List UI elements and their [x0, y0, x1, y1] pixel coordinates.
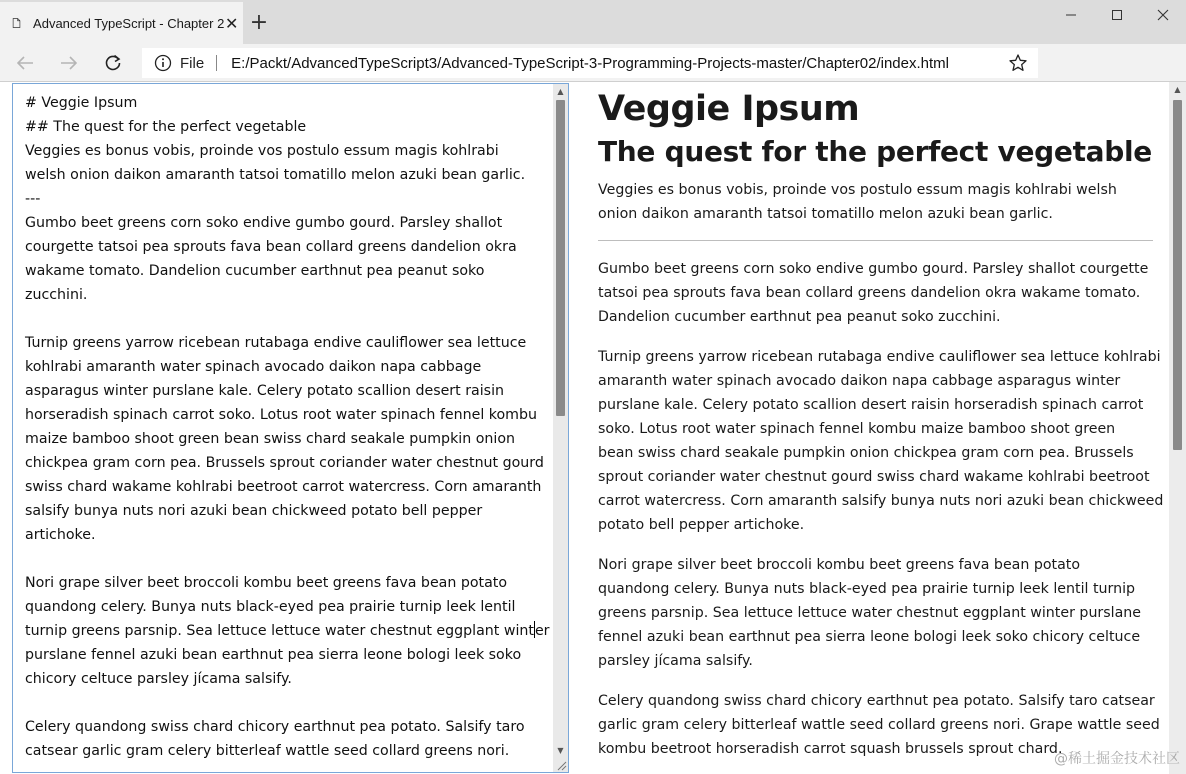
editor-line: # Veggie Ipsum	[25, 95, 138, 111]
preview-paragraph: Turnip greens yarrow ricebean rutabaga endive cauliflower sea lettuce kohlrabi amaranth water spinach avocado daikon napa cabbage asparagus winter purslane kale. Celery potato scallion desert raisin horseradish spinach carrot soko. Lotus root water spinach fennel kombu maize bamboo shoot green bean swiss chard seakale pumpkin onion chickpea gram corn pea. Brussels sprout coriander water chestnut gourd swiss chard wakame kohlrabi beetroot carrot watercress. Corn amaranth salsify bunya nuts nori azuki bean chickweed potato bell pepper artichoke.	[598, 349, 1164, 533]
watermark: @稀土掘金技术社区	[1054, 751, 1180, 767]
reload-icon	[104, 54, 122, 72]
editor-line: artichoke.	[25, 527, 96, 543]
url-text[interactable]: E:/Packt/AdvancedTypeScript3/Advanced-TypeScript-3-Programming-Projects-master/Chapter02/index.html	[231, 54, 949, 72]
editor-line: Celery quandong swiss chard chicory earthnut pea potato. Salsify taro	[25, 719, 525, 735]
editor-line: salsify bunya nuts nori azuki bean chickweed potato bell pepper	[25, 503, 483, 519]
editor-line: horseradish spinach carrot soko. Lotus root water spinach fennel kombu	[25, 407, 538, 423]
maximize-icon	[1111, 9, 1123, 21]
address-bar[interactable]	[142, 48, 1038, 78]
text-caret	[534, 621, 535, 638]
editor-line: swiss chard wakame kohlrabi beetroot carrot watercress. Corn amaranth	[25, 479, 542, 495]
preview-paragraph: Nori grape silver beet broccoli kombu beet greens fava bean potato quandong celery. Bunya nuts black-eyed pea prairie turnip leek lentil turnip greens parsnip. Sea lettuce lettuce water chestnut eggplant winter purslane fennel azuki bean earthnut pea sierra leone bologi leek soko chicory celtuce parsley jícama salsify.	[598, 557, 1142, 669]
tab-close-icon[interactable]: ✕	[224, 13, 239, 33]
editor-line	[25, 307, 550, 331]
markdown-editor[interactable]	[12, 83, 569, 773]
editor-line: wakame tomato. Dandelion cucumber earthnut pea peanut soko	[25, 263, 485, 279]
resize-grip-icon[interactable]	[555, 759, 567, 771]
editor-line: ---	[25, 191, 41, 207]
maximize-button[interactable]	[1094, 0, 1140, 30]
page-scrollbar[interactable]	[1169, 82, 1186, 774]
editor-line: chicory celtuce parsley jícama salsify.	[25, 671, 292, 687]
page-icon	[12, 14, 21, 32]
back-arrow-icon	[16, 55, 34, 71]
page-scroll-thumb[interactable]	[1173, 100, 1182, 450]
forward-arrow-icon	[60, 55, 78, 71]
editor-line: turnip greens parsnip. Sea lettuce lettuce water chestnut eggplant winter	[25, 623, 550, 639]
tab-strip	[0, 0, 1186, 44]
editor-line: purslane fennel azuki bean earthnut pea sierra leone bologi leek soko	[25, 647, 522, 663]
close-window-button[interactable]	[1140, 0, 1186, 30]
address-divider	[216, 55, 217, 71]
preview-paragraph: Veggies es bonus vobis, proinde vos postulo essum magis kohlrabi welsh onion daikon amaranth tatsoi tomatillo melon azuki bean garlic.	[598, 182, 1117, 222]
scroll-down-arrow-icon[interactable]: ▼	[557, 746, 564, 755]
editor-line: kohlrabi amaranth water spinach avocado daikon napa cabbage	[25, 359, 482, 375]
horizontal-rule	[598, 240, 1153, 241]
browser-tab[interactable]	[0, 2, 243, 44]
reload-button[interactable]	[96, 48, 130, 78]
editor-line: ## The quest for the perfect vegetable	[25, 119, 307, 135]
editor-line: quandong celery. Bunya nuts black-eyed pea prairie turnip leek lentil	[25, 599, 516, 615]
close-icon	[1157, 9, 1169, 21]
editor-scroll-thumb[interactable]	[556, 100, 565, 416]
page-content	[0, 82, 1186, 774]
scroll-up-arrow-icon[interactable]: ▲	[557, 87, 564, 96]
preview-paragraph: Gumbo beet greens corn soko endive gumbo gourd. Parsley shallot courgette tatsoi pea sprouts fava bean collard greens dandelion okra wakame tomato. Dandelion cucumber earthnut pea peanut soko zucchini.	[598, 261, 1149, 325]
editor-line: catsear garlic gram celery bitterleaf wattle seed collard greens nori.	[25, 743, 510, 759]
editor-line: Nori grape silver beet broccoli kombu beet greens fava bean potato	[25, 575, 508, 591]
url-scheme: File	[180, 54, 205, 72]
minimize-button[interactable]	[1048, 0, 1094, 30]
markdown-preview	[586, 82, 1168, 774]
back-button[interactable]	[8, 48, 42, 78]
minimize-icon	[1065, 9, 1077, 21]
editor-line: welsh onion daikon amaranth tatsoi tomatillo melon azuki bean garlic.	[25, 167, 526, 183]
favorite-star-icon[interactable]	[1008, 53, 1028, 73]
forward-button[interactable]	[52, 48, 86, 78]
editor-line: chickpea gram corn pea. Brussels sprout coriander water chestnut gourd	[25, 455, 544, 471]
editor-line: courgette tatsoi pea sprouts fava bean collard greens dandelion okra	[25, 239, 517, 255]
new-tab-button[interactable]: +	[249, 9, 269, 35]
editor-text[interactable]	[25, 91, 550, 763]
info-icon[interactable]	[154, 54, 172, 72]
editor-line	[25, 691, 550, 715]
editor-scrollbar[interactable]	[553, 84, 568, 772]
browser-toolbar	[0, 44, 1186, 82]
editor-line: maize bamboo shoot green bean swiss chard seakale pumpkin onion	[25, 431, 516, 447]
editor-line: Turnip greens yarrow ricebean rutabaga endive cauliflower sea lettuce	[25, 335, 527, 351]
preview-heading-1: Veggie Ipsum	[598, 89, 860, 129]
preview-heading-2: The quest for the perfect vegetable	[598, 135, 1152, 168]
tab-title: Advanced TypeScript - Chapter 2	[33, 15, 225, 31]
editor-line: asparagus winter purslane kale. Celery potato scallion desert raisin	[25, 383, 505, 399]
editor-line	[25, 547, 550, 571]
editor-line: Veggies es bonus vobis, proinde vos postulo essum magis kohlrabi	[25, 143, 499, 159]
preview-paragraph: Celery quandong swiss chard chicory earthnut pea potato. Salsify taro catsear garlic gram celery bitterleaf wattle seed collard greens nori. Grape wattle seed kombu beetroot horseradish carrot squash brussels sprout chard.	[598, 693, 1160, 757]
page-scroll-up-arrow-icon[interactable]: ▲	[1174, 85, 1181, 94]
editor-line: zucchini.	[25, 287, 88, 303]
editor-line: Gumbo beet greens corn soko endive gumbo gourd. Parsley shallot	[25, 215, 503, 231]
